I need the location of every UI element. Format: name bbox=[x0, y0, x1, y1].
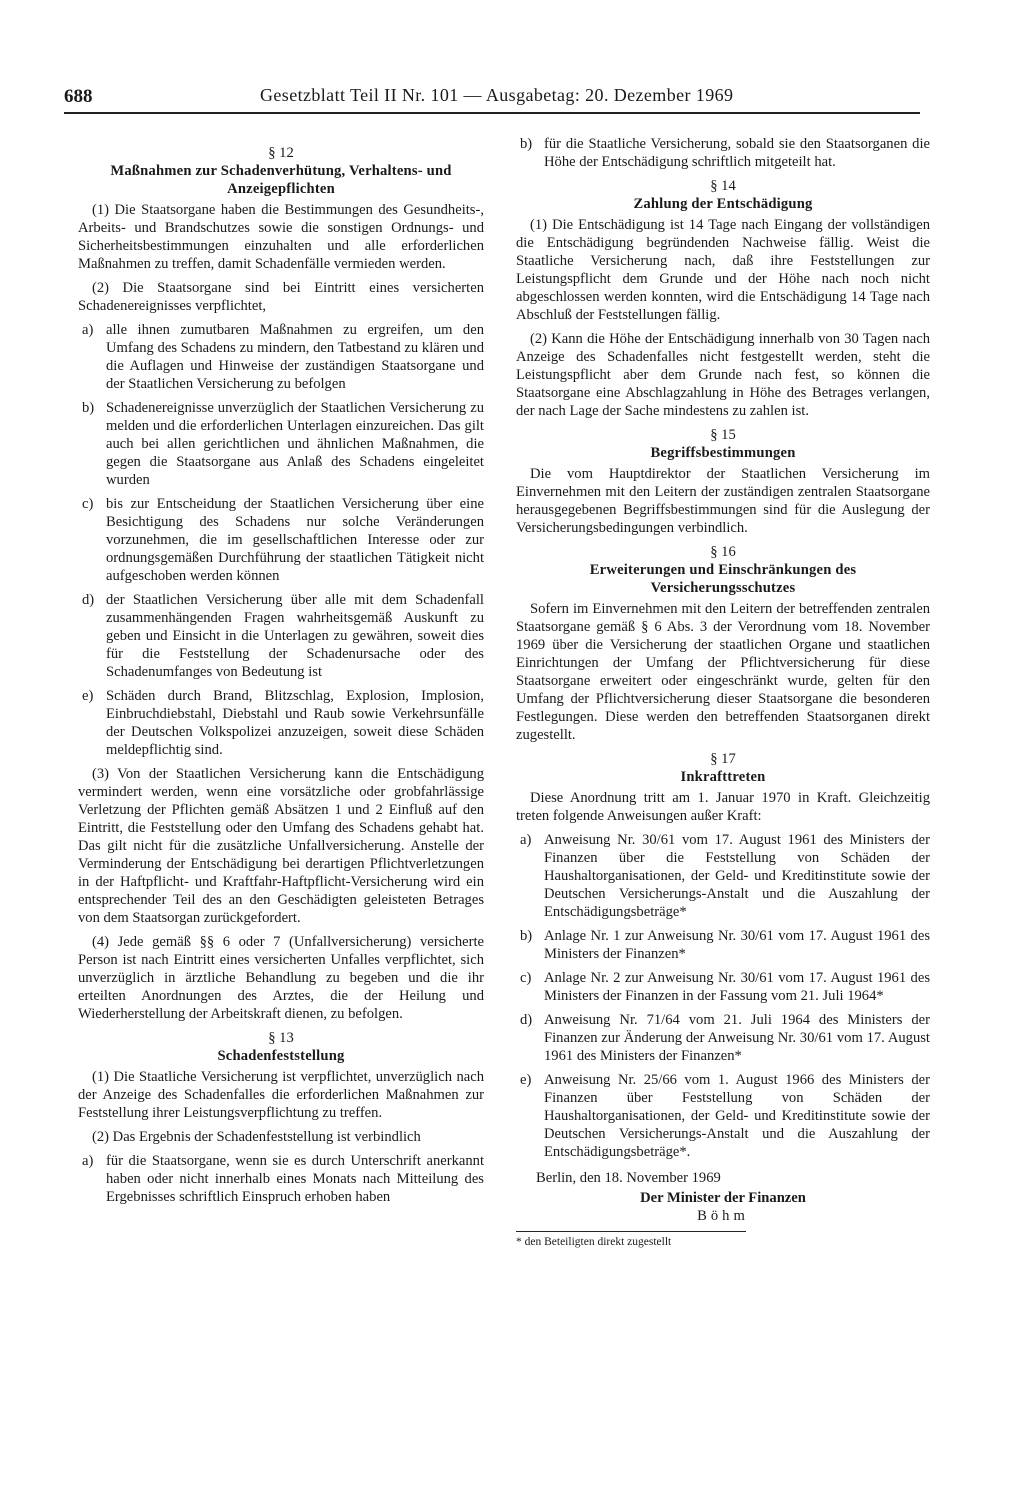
list-marker: c) bbox=[82, 496, 94, 512]
paragraph: (3) Von der Staatlichen Versicherung kann die Entschädigung vermindert werden, wenn eine vorsätzliche oder grobfahrlässige Verletzung der Pflichten gemäß Absätzen 1 und 2 Einfluß auf den Eintritt, die Feststellung oder den Umfang des Schadens gehabt hat. Das gilt nicht für die zusätzliche Unfallversicherung. Anstelle der Verminderung der Entschädigung bei derartigen Pflichtverletzungen in der Haftpflicht- und Kraftfahr-Haftpflicht-Versicherung wird ein entsprechender Teil des an den Geschädigten geleisteten Betrages von dem Staatsorgan zurückgefordert. bbox=[78, 766, 484, 926]
list-marker: b) bbox=[82, 400, 95, 416]
list-marker: a) bbox=[82, 1153, 94, 1169]
list-item bbox=[78, 687, 484, 759]
section-title: Erweiterungen und Einschränkungen des Versicherungsschutzes bbox=[589, 562, 857, 596]
paragraph: (1) Die Staatliche Versicherung ist verpflichtet, unverzüglich nach der Anzeige des Schadenfalles die erforderlichen Maßnahmen zur Feststellung ihrer Leistungsverpflichtung zu treffen. bbox=[78, 1069, 484, 1121]
paragraph: (2) Kann die Höhe der Entschädigung innerhalb von 30 Tagen nach Anzeige des Schadenfalles nicht festgestellt werden, steht die Leistungspflicht aber dem Grunde nach fest, so können die Staatsorgane eine Abschlagzahlung in Höhe des Betrages verlangen, der nach Lage der Sache mindestens zu zahlen ist. bbox=[516, 331, 930, 419]
list-text: der Staatlichen Versicherung über alle mit dem Schadenfall zusammenhängenden Fragen wahrheitsgemäß Auskunft zu geben und Einsicht in die Unterlagen zu gewähren, soweit dies für die Feststellung der Schadenursache oder des Schadenumfanges von Bedeutung ist bbox=[106, 592, 484, 680]
list-marker: b) bbox=[520, 928, 533, 944]
list-item bbox=[78, 1152, 484, 1206]
section-number: § 16 bbox=[710, 544, 736, 560]
list-text: für die Staatliche Versicherung, sobald sie den Staatsorganen die Höhe der Entschädigung schriftlich mitgeteilt hat. bbox=[544, 136, 930, 170]
list-item bbox=[78, 399, 484, 489]
section-title: Begriffsbestimmungen bbox=[650, 445, 796, 461]
paragraph: (4) Jede gemäß §§ 6 oder 7 (Unfallversicherung) versicherte Person ist nach Eintritt eines versicherten Unfalles verpflichtet, sich unverzüglich in ärztliche Behandlung zu begeben und die ihr erteilten Anordnungen des Arztes, die der Heilung und Wiederherstellung der Arbeitskraft dienen, zu befolgen. bbox=[78, 934, 484, 1022]
list-item bbox=[78, 495, 484, 585]
list-text: Anweisung Nr. 25/66 vom 1. August 1966 des Ministers der Finanzen über Feststellung von Schäden der Haushaltorganisationen, der Geld- und Kreditinstitute sowie der Deutschen Versicherungs-Anstalt und die Auszahlung der Entschädigungsbeträge*. bbox=[544, 1072, 930, 1160]
section-title: Zahlung der Entschädigung bbox=[633, 196, 813, 212]
section-number: § 14 bbox=[710, 178, 736, 194]
page-number: 688 bbox=[64, 86, 93, 107]
list-text: alle ihnen zumutbaren Maßnahmen zu ergreifen, um den Umfang des Schadens zu mindern, den Tatbestand zu klären und die Auflagen und Hinweise der zuständigen Staatsorgane und der Staatlichen Versicherung zu befolgen bbox=[106, 322, 484, 392]
list-item bbox=[78, 321, 484, 393]
paragraph: (1) Die Staatsorgane haben die Bestimmungen des Gesundheits-, Arbeits- und Brandschutzes sowie die sonstigen Ordnungs- und Sicherheitsbestimmungen einzuhalten und alle erforderlichen Maßnahmen zu treffen, damit Schadenfälle vermieden werden. bbox=[78, 202, 484, 272]
footnote-divider bbox=[516, 1231, 746, 1232]
signer-title: Der Minister der Finanzen bbox=[640, 1190, 806, 1206]
footnote: * den Beteiligten direkt zugestellt bbox=[516, 1236, 672, 1248]
list-marker: b) bbox=[520, 136, 533, 152]
list-text: Schadenereignisse unverzüglich der Staatlichen Versicherung zu melden und die erforderlichen Unterlagen einzureichen. Das gilt auch bei allen gerichtlichen und ähnlichen Maßnahmen, die gegen die Staatsorgane aus Anlaß des Schadens eingeleitet wurden bbox=[106, 400, 484, 488]
section-title: Maßnahmen zur Schadenverhütung, Verhaltens- und Anzeigepflichten bbox=[110, 163, 452, 197]
list-item bbox=[516, 969, 930, 1005]
list-text: bis zur Entscheidung der Staatlichen Versicherung über eine Besichtigung des Schadens nur solche Veränderungen vorzunehmen, die im gesellschaftlichen Interesse oder zur ordnungsgemäßen Durchführung der staatlichen Tätigkeit nicht aufgeschoben werden können bbox=[106, 496, 484, 584]
list-text: Anlage Nr. 2 zur Anweisung Nr. 30/61 vom 17. August 1961 des Ministers der Finanzen in der Fassung vom 21. Juli 1964* bbox=[544, 970, 930, 1004]
list-text: Anweisung Nr. 30/61 vom 17. August 1961 des Ministers der Finanzen über die Feststellung von Schäden der Haushaltorganisationen, der Geld- und Kreditinstitute sowie der Deutschen Versicherungs-Anstalt und die Auszahlung der Entschädigungsbeträge* bbox=[544, 832, 930, 920]
section-number: § 17 bbox=[710, 751, 736, 767]
list-marker: a) bbox=[82, 322, 94, 338]
list-marker: d) bbox=[82, 592, 95, 608]
section-title: Schadenfeststellung bbox=[217, 1048, 345, 1064]
paragraph: (2) Die Staatsorgane sind bei Eintritt eines versicherten Schadenereignisses verpflichtet, bbox=[78, 280, 484, 314]
list-item bbox=[516, 1011, 930, 1065]
list-item bbox=[78, 591, 484, 681]
paragraph: (2) Das Ergebnis der Schadenfeststellung ist verbindlich bbox=[92, 1129, 421, 1145]
paragraph: Sofern im Einvernehmen mit den Leitern der betreffenden zentralen Staatsorgane gemäß § 6 Abs. 3 der Verordnung vom 18. November 1969 über die Versicherung der staatlichen Organe und staatlichen Einrichtungen der Umfang der Pflichtversicherung für diese Staatsorgane erweitert oder eingeschränkt wurde, gelten für den Umfang der Pflichtversicherung dieser Staatsorgane die besonderen Festlegungen. Diese werden den betreffenden Staatsorganen direkt zugestellt. bbox=[516, 601, 930, 743]
list-item bbox=[516, 135, 930, 171]
left-column bbox=[78, 140, 484, 1212]
list-text: Anweisung Nr. 71/64 vom 21. Juli 1964 des Ministers der Finanzen zur Änderung der Anweisung Nr. 30/61 vom 17. August 1961 des Ministers der Finanzen* bbox=[544, 1012, 930, 1064]
list-marker: e) bbox=[520, 1072, 532, 1088]
paragraph: (1) Die Entschädigung ist 14 Tage nach Eingang der vollständigen die Entschädigung begründenden Nachweise fällig. Weist die Staatliche Versicherung nach, daß ihre Feststellungen zur Leistungspflicht dem Grunde und der Höhe nach noch nicht abgeschlossen werden konnten, wird die Entschädigung 14 Tage nach Abschluß der Feststellungen fällig. bbox=[516, 217, 930, 323]
paragraph: Diese Anordnung tritt am 1. Januar 1970 in Kraft. Gleichzeitig treten folgende Anweisungen außer Kraft: bbox=[516, 790, 930, 824]
page-header bbox=[64, 82, 920, 114]
section-number: § 13 bbox=[268, 1030, 294, 1046]
section-title: Inkrafttreten bbox=[680, 769, 766, 785]
list-item bbox=[516, 1071, 930, 1161]
list-text: für die Staatsorgane, wenn sie es durch Unterschrift anerkannt haben oder nicht innerhalb eines Monats nach Mitteilung des Ergebnisses schriftlich Einspruch erhoben haben bbox=[106, 1153, 484, 1205]
list-marker: d) bbox=[520, 1012, 533, 1028]
list-text: Schäden durch Brand, Blitzschlag, Explosion, Implosion, Einbruchdiebstahl, Diebstahl und Raub sowie Verkehrsunfälle der Deutschen Volkspolizei anzuzeigen, soweit diese Schäden meldepflichtig sind. bbox=[106, 688, 484, 758]
section-number: § 15 bbox=[710, 427, 736, 443]
right-column bbox=[516, 135, 930, 1249]
list-marker: e) bbox=[82, 688, 94, 704]
header-title: Gesetzblatt Teil II Nr. 101 — Ausgabetag: 20. Dezember 1969 bbox=[260, 85, 734, 105]
list-text: Anlage Nr. 1 zur Anweisung Nr. 30/61 vom 17. August 1961 des Ministers der Finanzen* bbox=[544, 928, 930, 962]
list-marker: c) bbox=[520, 970, 532, 986]
section-number: § 12 bbox=[268, 145, 294, 161]
signing-date: Berlin, den 18. November 1969 bbox=[536, 1170, 721, 1186]
paragraph: Die vom Hauptdirektor der Staatlichen Versicherung im Einvernehmen mit den Leitern der zuständigen zentralen Staatsorgane herausgegebenen Begriffsbestimmungen sind für die Auslegung der Versicherungsbedingungen verbindlich. bbox=[516, 466, 930, 536]
list-marker: a) bbox=[520, 832, 532, 848]
list-item bbox=[516, 927, 930, 963]
list-item bbox=[516, 831, 930, 921]
signer-name: Böhm bbox=[697, 1208, 749, 1224]
